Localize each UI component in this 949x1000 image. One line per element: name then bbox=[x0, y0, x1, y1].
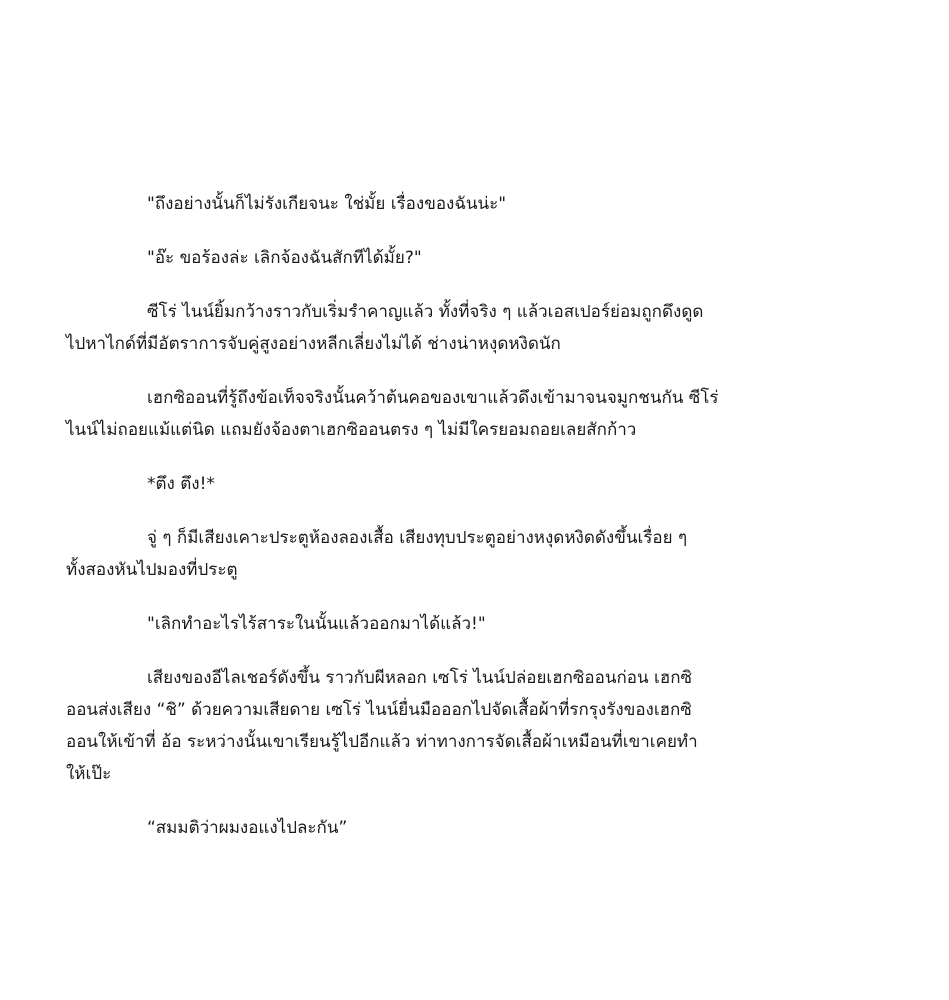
paragraph-line: ออนให้เข้าที่ อ้อ ระหว่างนั้นเขาเรียนรู้ไปอีกแล้ว ท่าทางการจัดเสื้อผ้าเหมือนที่เขาเคยทำ bbox=[66, 732, 698, 752]
paragraph-line: "ถึงอย่างนั้นก็ไม่รังเกียจนะ ใช่มั้ย เรื่องของฉันน่ะ" bbox=[147, 194, 507, 214]
paragraph-line: "เลิกทำอะไรไร้สาระในนั้นแล้วออกมาได้แล้ว!" bbox=[147, 614, 486, 634]
paragraph-line: ออนส่งเสียง “ชิ” ด้วยความเสียดาย เซโร่ ไนน์ยื่นมือออกไปจัดเสื้อผ้าที่รกรุงรังของเฮกซิ bbox=[66, 700, 692, 720]
paragraph-line: จู่ ๆ ก็มีเสียงเคาะประตูห้องลองเสื้อ เสียงทุบประตูอย่างหงุดหงิดดังขึ้นเรื่อย ๆ bbox=[147, 528, 688, 548]
paragraph-1 bbox=[66, 188, 896, 220]
paragraph-line: "อ๊ะ ขอร้องล่ะ เลิกจ้องฉันสักทีได้มั้ย?" bbox=[147, 248, 422, 268]
paragraph-line: ไปหาไกด์ที่มีอัตราการจับคู่สูงอย่างหลีกเลี่ยงไม่ได้ ช่างน่าหงุดหงิดนัก bbox=[66, 334, 561, 354]
paragraph-line: ทั้งสองหันไปมองที่ประตู bbox=[66, 560, 238, 580]
paragraph-9 bbox=[66, 812, 896, 844]
paragraph-7 bbox=[66, 608, 896, 640]
paragraph-3 bbox=[66, 296, 896, 360]
paragraph-5 bbox=[66, 468, 896, 500]
paragraph-line: ไนน์ไม่ถอยแม้แต่นิด แถมยังจ้องตาเฮกซิออนตรง ๆ ไม่มีใครยอมถอยเลยสักก้าว bbox=[66, 420, 637, 440]
paragraph-line: เฮกซิออนที่รู้ถึงข้อเท็จจริงนั้นคว้าต้นคอของเขาแล้วดึงเข้ามาจนจมูกชนกัน ซีโร่ bbox=[147, 388, 719, 408]
document-body bbox=[66, 188, 896, 866]
paragraph-line: “สมมติว่าผมงอแงไปละกัน” bbox=[147, 818, 348, 838]
paragraph-2 bbox=[66, 242, 896, 274]
paragraph-4 bbox=[66, 382, 896, 446]
paragraph-6 bbox=[66, 522, 896, 586]
paragraph-line: เสียงของอีไลเชอร์ดังขึ้น ราวกับผีหลอก เซโร่ ไนน์ปล่อยเฮกซิออนก่อน เฮกซิ bbox=[147, 668, 693, 688]
paragraph-line: ให้เป๊ะ bbox=[66, 764, 112, 784]
paragraph-8 bbox=[66, 662, 896, 790]
paragraph-line: *ตึง ตึง!* bbox=[147, 474, 215, 494]
paragraph-line: ซีโร่ ไนน์ยิ้มกว้างราวกับเริ่มรำคาญแล้ว ทั้งที่จริง ๆ แล้วเอสเปอร์ย่อมถูกดึงดูด bbox=[147, 302, 704, 322]
